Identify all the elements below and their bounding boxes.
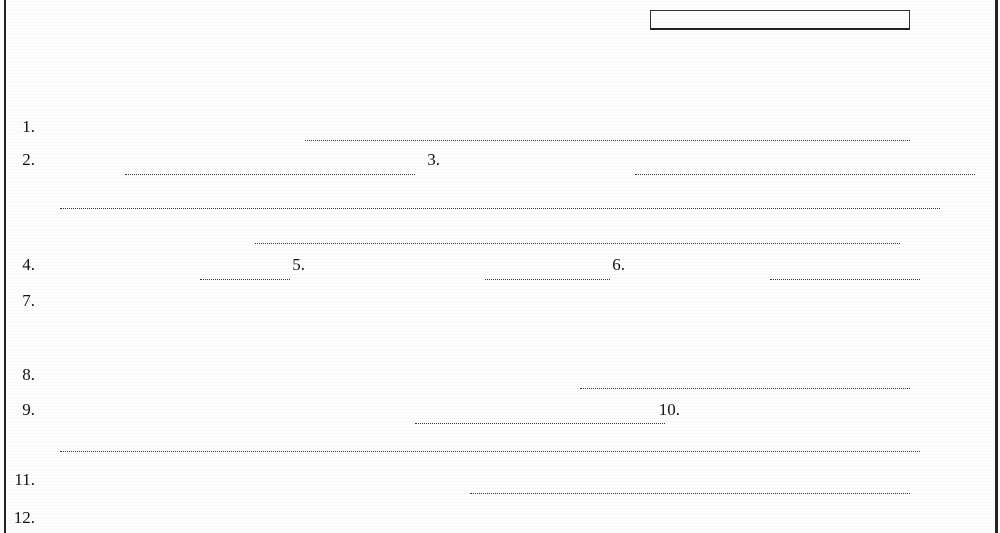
field-11-number: 11. xyxy=(14,470,35,489)
instruction-note xyxy=(650,10,910,30)
field-2-line xyxy=(125,152,415,175)
field-8-line xyxy=(580,366,910,389)
field-5-row xyxy=(275,253,311,277)
field-11-line xyxy=(470,471,910,494)
field-6-row xyxy=(595,253,631,277)
field-6-number: 6. xyxy=(612,255,625,274)
field-2-row xyxy=(5,148,41,172)
field-7-row xyxy=(5,289,41,313)
field-1-number: 1. xyxy=(22,117,35,136)
field-3-number: 3. xyxy=(427,150,440,169)
right-border xyxy=(995,0,998,533)
field-12-number: 12. xyxy=(13,508,35,527)
field-10-number: 10. xyxy=(658,400,680,419)
field-2-number: 2. xyxy=(22,150,35,169)
field-11-row xyxy=(5,468,41,492)
field-8-number: 8. xyxy=(22,365,35,384)
field-9-row xyxy=(5,398,41,422)
field-6-line xyxy=(770,257,920,280)
represented-line xyxy=(255,221,900,244)
field-5-number: 5. xyxy=(292,255,305,274)
field-4-row xyxy=(5,253,41,277)
field-9-number: 9. xyxy=(22,400,35,419)
field-4-number: 4. xyxy=(22,255,35,274)
field-10-line xyxy=(60,429,920,452)
field-1-row xyxy=(5,115,41,139)
field-5-line xyxy=(485,257,610,280)
field-3-line xyxy=(635,152,975,175)
document-number xyxy=(740,70,830,106)
document-title xyxy=(250,45,730,91)
field-3-line-2 xyxy=(60,186,940,209)
field-12-row xyxy=(5,506,41,530)
field-3-row xyxy=(410,148,446,172)
field-10-row xyxy=(650,398,686,422)
field-1-line xyxy=(305,118,910,141)
field-8-row xyxy=(5,363,41,387)
field-9-line xyxy=(415,401,665,424)
field-7-number: 7. xyxy=(22,291,35,310)
